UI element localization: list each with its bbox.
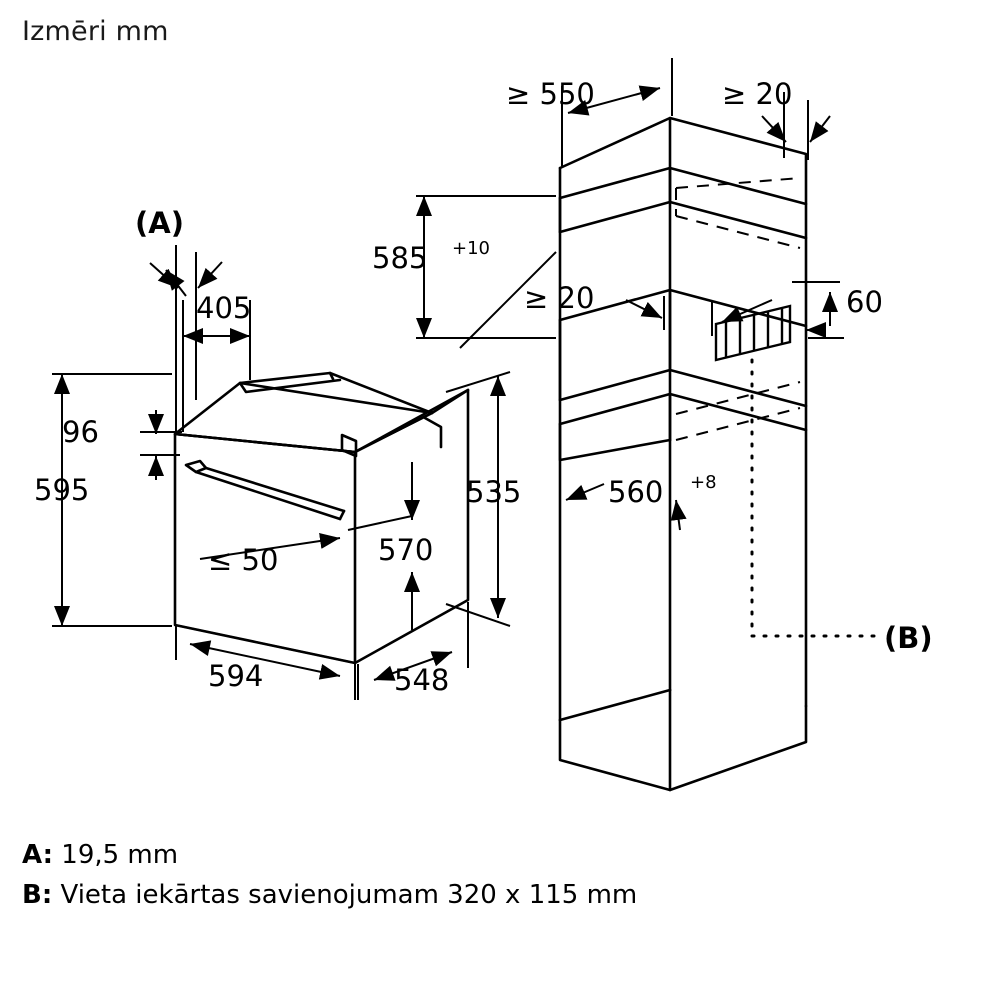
label-594: 594 xyxy=(208,659,264,693)
dim-niche-height xyxy=(372,196,556,348)
dim-594 xyxy=(176,626,355,700)
label-gap-top: ≥ 20 xyxy=(722,77,793,111)
dim-gap-top xyxy=(722,77,830,160)
label-marker-a: (A) xyxy=(135,206,184,240)
dim-595 xyxy=(34,374,172,626)
oven-isometric xyxy=(175,373,468,663)
label-marker-b: (B) xyxy=(884,621,933,655)
legend-text-a: 19,5 mm xyxy=(61,840,179,870)
dim-96 xyxy=(62,410,182,480)
label-96: 96 xyxy=(62,415,99,449)
label-535: 535 xyxy=(466,475,522,509)
legend-item-a xyxy=(22,838,178,872)
label-405: 405 xyxy=(196,291,252,325)
legend-item-b xyxy=(22,878,922,912)
dim-door-clearance xyxy=(200,538,340,577)
dim-570 xyxy=(348,462,433,630)
cabinet-niche-isometric xyxy=(560,118,876,790)
label-560-sup: +8 xyxy=(690,472,717,493)
label-595: 595 xyxy=(34,473,90,507)
label-niche-height: 585 xyxy=(372,241,428,275)
page-title: Izmēri mm xyxy=(22,16,169,47)
label-gap-mid: ≥ 20 xyxy=(524,281,595,315)
dim-niche-width xyxy=(560,450,717,530)
dim-niche-depth xyxy=(506,58,672,166)
label-door-clearance: ≤ 50 xyxy=(208,543,279,577)
label-560: 560 xyxy=(608,475,664,509)
legend-text-b: Vieta iekārtas savienojumam 320 x 115 mm xyxy=(60,880,638,910)
label-niche-depth: ≥ 550 xyxy=(506,77,595,111)
legend-key-b: B: xyxy=(22,880,53,910)
label-570: 570 xyxy=(378,533,434,567)
dim-535 xyxy=(446,372,521,626)
legend-key-a: A: xyxy=(22,840,54,870)
marker-b-group xyxy=(884,621,933,655)
label-60: 60 xyxy=(846,285,883,319)
label-548: 548 xyxy=(394,663,450,697)
label-niche-height-sup: +10 xyxy=(452,238,490,259)
